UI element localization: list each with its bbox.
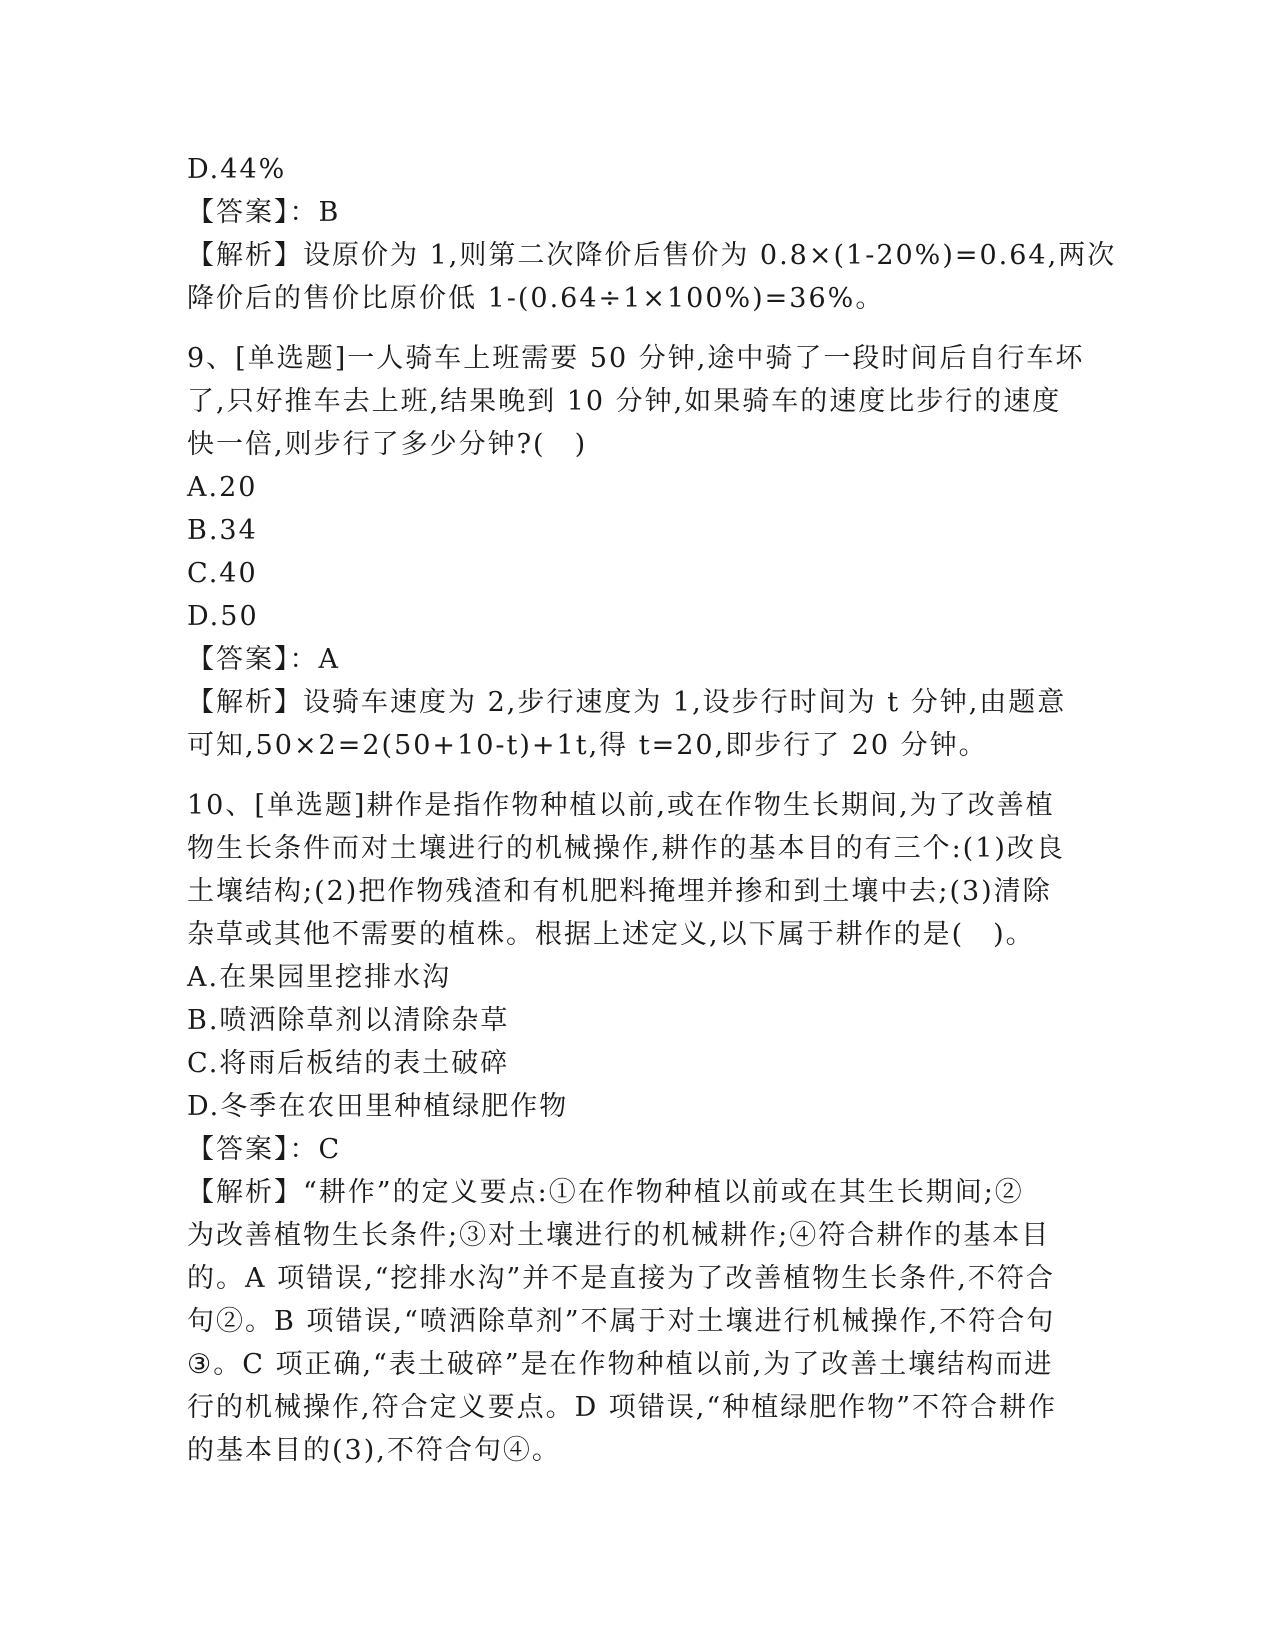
q10-option-d: D.冬季在农田里种植绿肥作物 — [187, 1091, 569, 1122]
q8-option-d: D.44% — [187, 154, 287, 185]
q9-stem-line: 快一倍,则步行了多少分钟?( ) — [187, 429, 588, 460]
q9-option-b: B.34 — [187, 515, 258, 546]
q10-analysis-line: ③。C 项正确,“表土破碎”是在作物种植以前,为了改善土壤结构而进 — [187, 1349, 1054, 1380]
q9-answer: 【答案】：A — [187, 644, 340, 675]
q10-stem-line: 土壤结构;(2)把作物残渣和有机肥料掩埋并掺和到土壤中去;(3)清除 — [187, 876, 1052, 907]
q10-option-a: A.在果园里挖排水沟 — [187, 962, 452, 993]
q10-analysis-line: 【解析】“耕作”的定义要点:①在作物种植以前或在其生长期间;② — [187, 1177, 1024, 1208]
q10-stem-line: 物生长条件而对土壤进行的机械操作,耕作的基本目的有三个:(1)改良 — [187, 833, 1065, 864]
q10-stem-line: 杂草或其他不需要的植株。根据上述定义,以下属于耕作的是( )。 — [187, 919, 1035, 950]
q10-analysis-line: 为改善植物生长条件;③对土壤进行的机械耕作;④符合耕作的基本目 — [187, 1220, 1051, 1251]
q9-stem-line: 了,只好推车去上班,结果晚到 10 分钟,如果骑车的速度比步行的速度 — [187, 386, 1062, 417]
q10-analysis-line: 的基本目的(3),不符合句④。 — [187, 1435, 561, 1466]
q10-stem-line: 10、[单选题]耕作是指作物种植以前,或在作物生长期间,为了改善植 — [187, 790, 1055, 821]
q9-analysis-line: 可知,50×2=2(50+10-t)+1t,得 t=20,即步行了 20 分钟。 — [187, 730, 988, 761]
q10-analysis-line: 的。A 项错误,“挖排水沟”并不是直接为了改善植物生长条件,不符合 — [187, 1263, 1055, 1294]
q9-stem-line: 9、[单选题]一人骑车上班需要 50 分钟,途中骑了一段时间后自行车坏 — [187, 343, 1085, 374]
q9-option-d: D.50 — [187, 601, 259, 632]
q8-analysis-line: 【解析】设原价为 1,则第二次降价后售价为 0.8×(1-20%)=0.64,两次 — [187, 240, 1117, 271]
q10-analysis-line: 行的机械操作,符合定义要点。D 项错误,“种植绿肥作物”不符合耕作 — [187, 1392, 1058, 1423]
q10-option-c: C.将雨后板结的表土破碎 — [187, 1048, 510, 1079]
document-page — [187, 148, 1117, 1472]
spacer — [187, 320, 1087, 337]
q9-option-c: C.40 — [187, 558, 258, 589]
q10-answer: 【答案】：C — [187, 1134, 342, 1165]
q10-analysis-line: 句②。B 项错误,“喷洒除草剂”不属于对土壤进行机械操作,不符合句 — [187, 1306, 1056, 1337]
q9-option-a: A.20 — [187, 472, 258, 503]
q8-analysis-line: 降价后的售价比原价低 1-(0.64÷1×100%)=36%。 — [187, 283, 885, 314]
q10-option-b: B.喷洒除草剂以清除杂草 — [187, 1005, 510, 1036]
q8-answer: 【答案】：B — [187, 197, 341, 228]
q9-analysis-line: 【解析】设骑车速度为 2,步行速度为 1,设步行时间为 t 分钟,由题意 — [187, 687, 1067, 718]
spacer — [187, 767, 1087, 784]
